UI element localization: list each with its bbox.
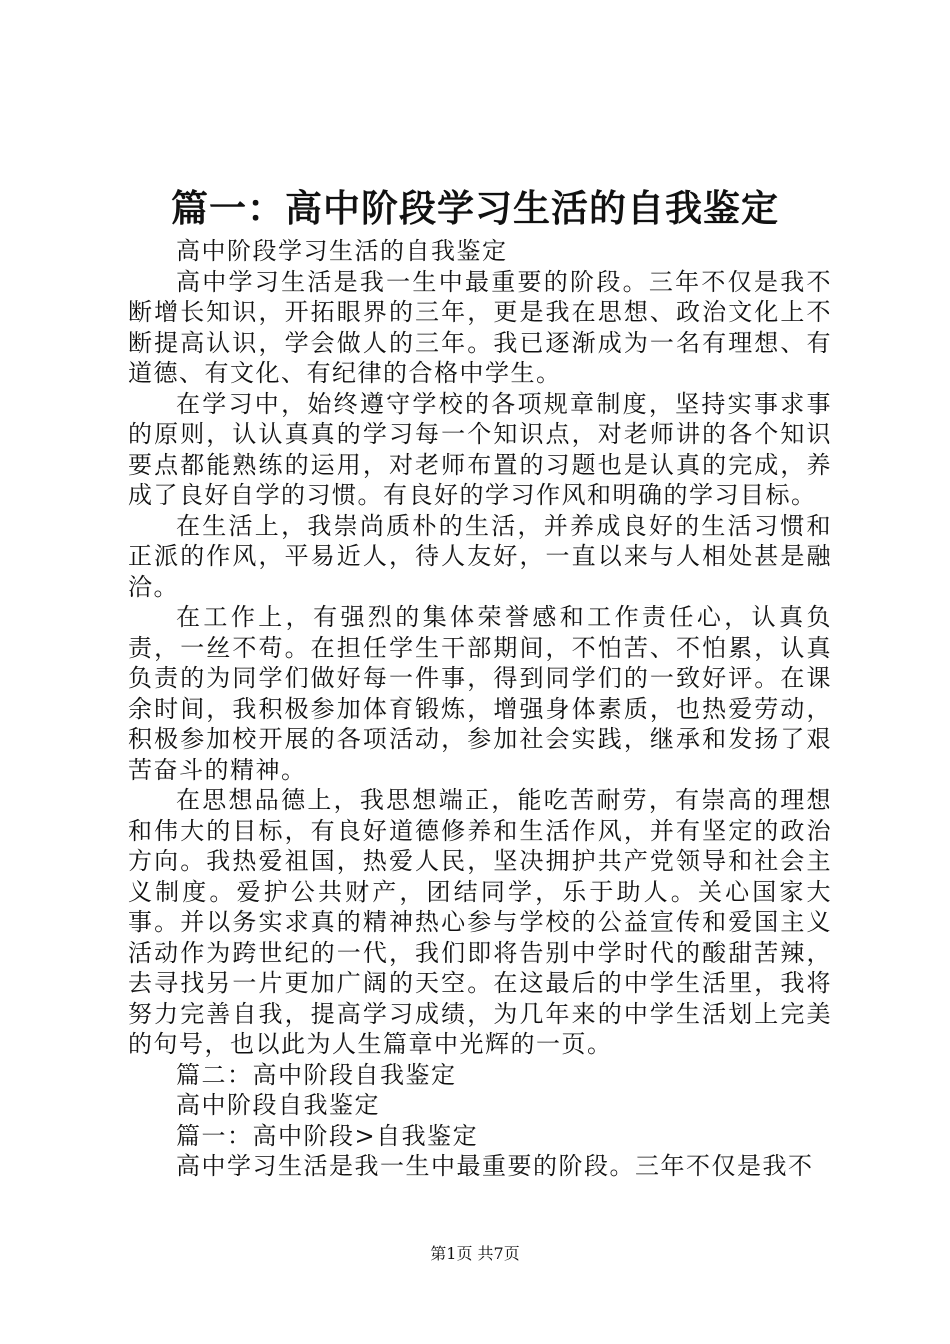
page-number-footer: 第1页 共7页 [430,1244,520,1263]
paragraph-study: 在学习中，始终遵守学校的各项规章制度，坚持实事求事的原则，认认真真的学习每一个知识点，对老师讲的各个知识要点都能熟练的运用，对老师布置的习题也是认真的完成，养成了良好自学的习惯。有良好的学习作风和明确的学习目标。 [128,389,832,509]
paragraph-life: 在生活上，我崇尚质朴的生活，并养成良好的生活习惯和正派的作风，平易近人，待人友好，一直以来与人相处甚是融洽。 [128,511,832,601]
section-heading-2: 篇二：高中阶段自我鉴定 [176,1060,457,1089]
paragraph-intro: 高中学习生活是我一生中最重要的阶段。三年不仅是我不断增长知识，开拓眼界的三年，更是我在思想、政治文化上不断提高认识，学会做人的三年。我已逐渐成为一名有理想、有道德、有文化、有纪律的合格中学生。 [128,267,832,387]
section-heading-2a: 篇一：高中阶段>自我鉴定 [176,1121,479,1150]
paragraph-section2-start: 高中学习生活是我一生中最重要的阶段。三年不仅是我不 [176,1152,814,1180]
paragraph-morals: 在思想品德上，我思想端正，能吃苦耐劳，有崇高的理想和伟大的目标，有良好道德修养和生活作风，并有坚定的政治方向。我热爱祖国，热爱人民，坚决拥护共产党领导和社会主义制度。爱护公共财产，团结同学，乐于助人。关心国家大事。并以务实求真的精神热心参与学校的公益宣传和爱国主义活动作为跨世纪的一代，我们即将告别中学时代的酸甜苦辣，去寻找另一片更加广阔的天空。在这最后的中学生活里，我将努力完善自我，提高学习成绩，为几年来的中学生活划上完美的句号，也以此为人生篇章中光辉的一页。 [128,786,832,1058]
document-body [128,236,832,1182]
document-title: 篇一：高中阶段学习生活的自我鉴定 [171,186,779,230]
section-subtitle-2: 高中阶段自我鉴定 [176,1091,380,1119]
paragraph-subtitle: 高中阶段学习生活的自我鉴定 [176,237,508,265]
paragraph-work: 在工作上，有强烈的集体荣誉感和工作责任心，认真负责，一丝不苟。在担任学生干部期间，不怕苦、不怕累，认真负责的为同学们做好每一件事，得到同学们的一致好评。在课余时间，我积极参加体育锻炼，增强身体素质，也热爱劳动，积极参加校开展的各项活动，参加社会实践，继承和发扬了艰苦奋斗的精神。 [128,603,832,784]
